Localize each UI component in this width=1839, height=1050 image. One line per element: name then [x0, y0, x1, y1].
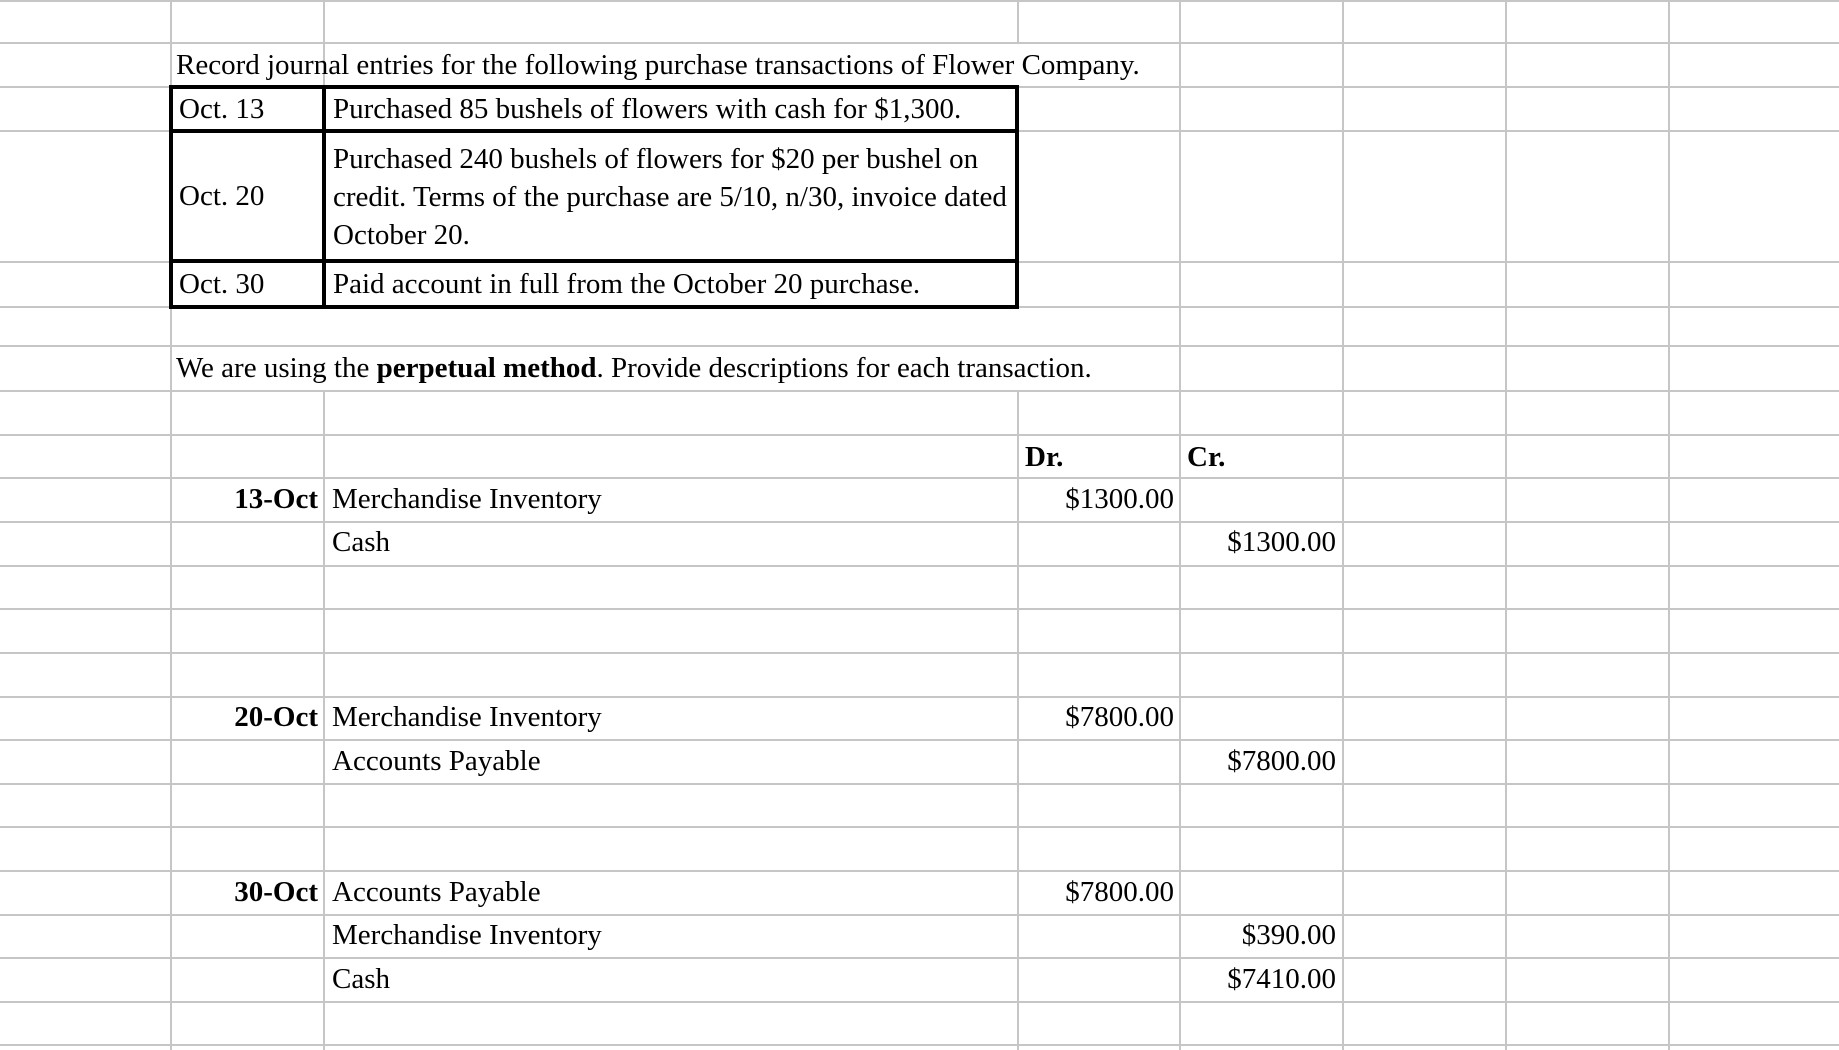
- gridline: [0, 565, 1839, 567]
- gridline: [0, 914, 1839, 916]
- gridline: [1668, 0, 1670, 1050]
- gridline: [0, 826, 1839, 828]
- journal-account[interactable]: Accounts Payable: [332, 876, 541, 908]
- gridline: [0, 870, 1839, 872]
- journal-account[interactable]: Accounts Payable: [332, 745, 541, 777]
- gridline: [0, 434, 1839, 436]
- gridline: [0, 390, 1839, 392]
- journal-debit[interactable]: $1300.00: [1065, 483, 1174, 515]
- method-note-pre: We are using the: [176, 352, 377, 384]
- gridline: [0, 652, 1839, 654]
- journal-credit[interactable]: $7800.00: [1227, 745, 1336, 777]
- transaction-date[interactable]: Oct. 20: [179, 180, 265, 212]
- journal-account[interactable]: Merchandise Inventory: [332, 701, 602, 733]
- table-border: [169, 305, 1019, 309]
- gridline: [0, 42, 1839, 44]
- journal-date[interactable]: 13-Oct: [234, 483, 318, 515]
- gridline: [0, 957, 1839, 959]
- instruction-text[interactable]: Record journal entries for the following purchase transactions of Flower Company.: [176, 49, 1140, 81]
- gridline: [0, 1001, 1839, 1003]
- journal-credit[interactable]: $390.00: [1241, 919, 1336, 951]
- table-border: [322, 85, 326, 309]
- gridline: [0, 0, 1839, 2]
- method-note[interactable]: [176, 351, 1092, 385]
- journal-date[interactable]: 20-Oct: [234, 701, 318, 733]
- transaction-description[interactable]: Purchased 240 bushels of flowers for $20 per bushel on credit. Terms of the purchase are 5/10, n/30, invoice dated October 20.: [333, 143, 1007, 251]
- table-border: [169, 85, 173, 309]
- transaction-description[interactable]: Paid account in full from the October 20 purchase.: [333, 268, 921, 300]
- debit-header[interactable]: Dr.: [1025, 441, 1064, 473]
- gridline: [0, 783, 1839, 785]
- transaction-date[interactable]: Oct. 30: [179, 268, 265, 300]
- method-note-bold: perpetual method: [376, 352, 597, 384]
- transaction-date[interactable]: Oct. 13: [179, 93, 265, 125]
- gridline: [0, 696, 1839, 698]
- journal-debit[interactable]: $7800.00: [1065, 701, 1174, 733]
- journal-account[interactable]: Cash: [332, 526, 390, 558]
- gridline: [0, 739, 1839, 741]
- transaction-description[interactable]: Purchased 85 bushels of flowers with cash for $1,300.: [333, 93, 962, 125]
- journal-date[interactable]: 30-Oct: [234, 876, 318, 908]
- gridline: [323, 392, 325, 1050]
- gridline: [1505, 0, 1507, 1050]
- gridline: [1017, 0, 1019, 42]
- gridline: [0, 521, 1839, 523]
- journal-account[interactable]: Cash: [332, 963, 390, 995]
- journal-account[interactable]: Merchandise Inventory: [332, 919, 602, 951]
- journal-credit[interactable]: $1300.00: [1227, 526, 1336, 558]
- table-border: [1015, 85, 1019, 309]
- gridline: [1342, 0, 1344, 1050]
- gridline: [0, 477, 1839, 479]
- credit-header[interactable]: Cr.: [1187, 441, 1226, 473]
- gridline: [0, 608, 1839, 610]
- table-border: [169, 259, 1019, 263]
- journal-account[interactable]: Merchandise Inventory: [332, 483, 602, 515]
- gridline: [0, 345, 1839, 347]
- table-border: [169, 85, 1019, 89]
- journal-credit[interactable]: $7410.00: [1227, 963, 1336, 995]
- method-note-post: . Provide descriptions for each transaction.: [596, 352, 1092, 384]
- journal-debit[interactable]: $7800.00: [1065, 876, 1174, 908]
- table-border: [169, 129, 1019, 133]
- gridline: [0, 1044, 1839, 1046]
